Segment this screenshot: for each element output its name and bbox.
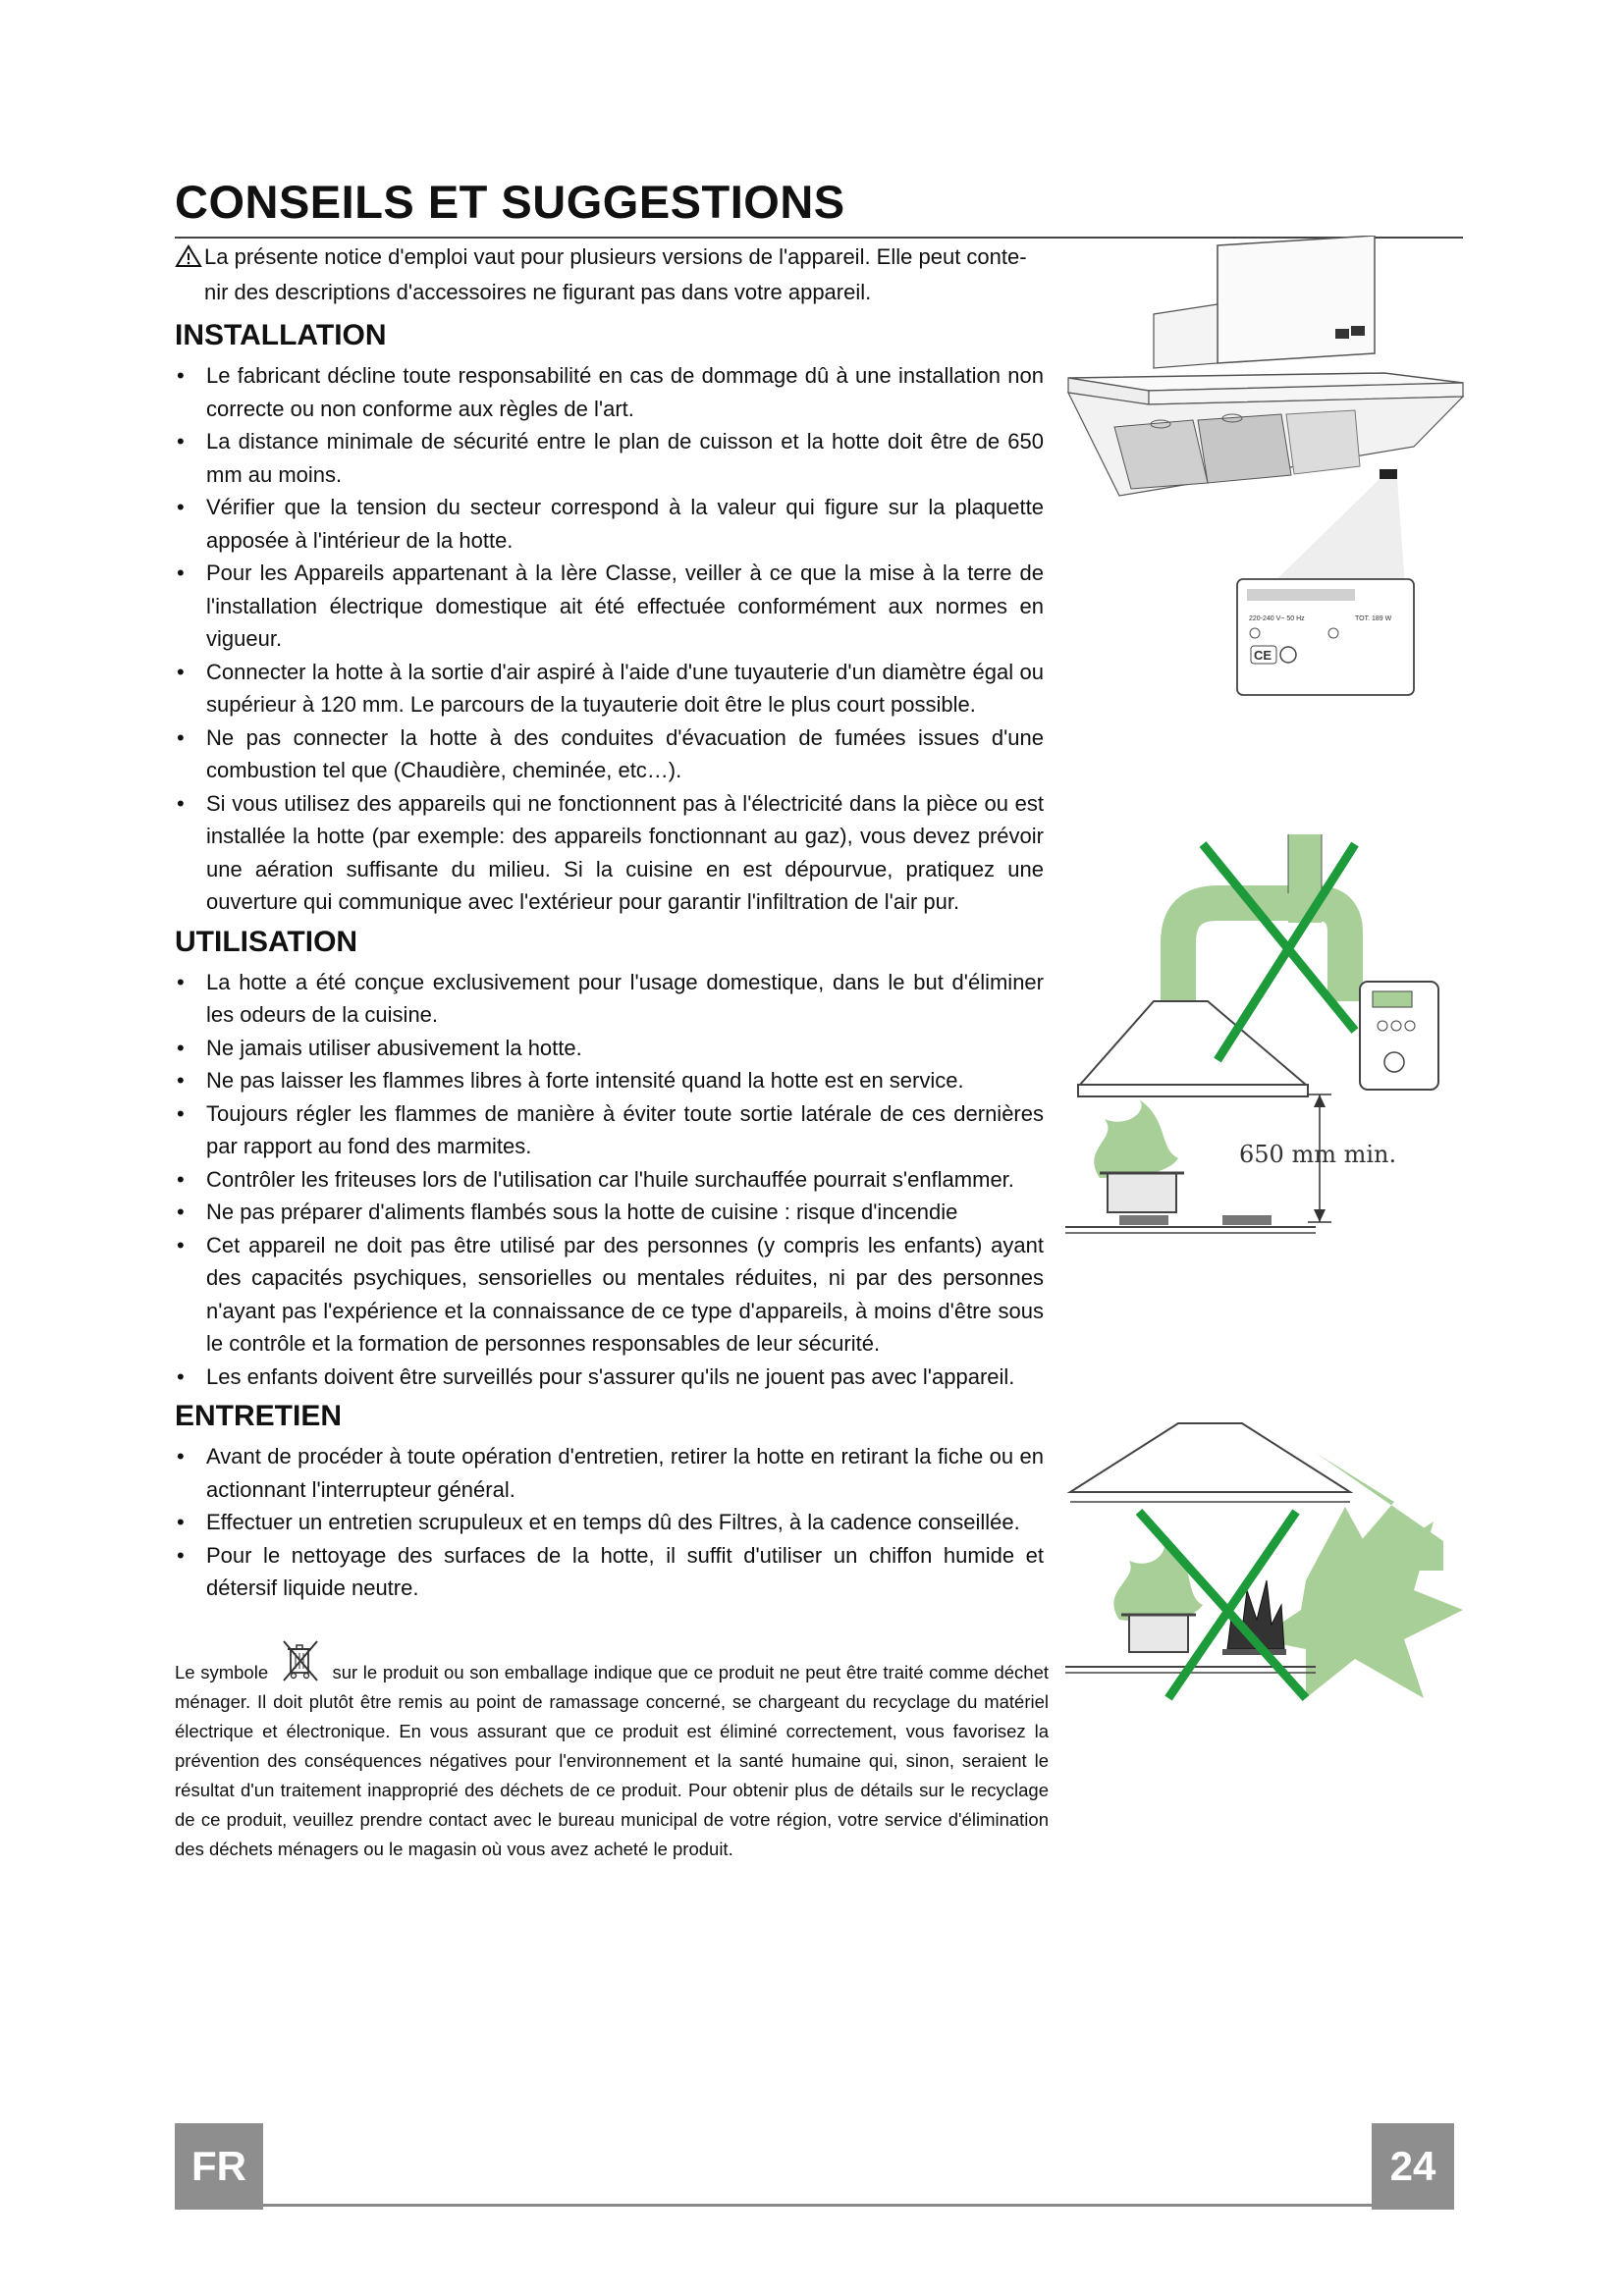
main-content — [175, 312, 1044, 1605]
list-item: • Contrôler les friteuses lors de l'utilisation car l'huile surchauffée pourrait s'enflammer. — [175, 1163, 1044, 1197]
list-item: • Les enfants doivent être surveillés pour s'assurer qu'ils ne jouent pas avec l'appareil. — [175, 1361, 1044, 1394]
list-item: • Toujours régler les flammes de manière à éviter toute sortie latérale de ces dernières par rapport au fond des marmites. — [175, 1097, 1044, 1163]
distance-label: 650 mm min. — [1239, 1141, 1397, 1168]
utilisation-list — [175, 966, 1044, 1394]
list-item: • Ne pas laisser les flammes libres à forte intensité quand la hotte est en service. — [175, 1064, 1044, 1097]
list-item: • Cet appareil ne doit pas être utilisé par des personnes (y compris les enfants) ayant des capacités psychiques, sensorielles ou mentales réduites, ni par des personnes n'ayant pas l'expérience et la connaissance de ce type d'appareils, à moins d'être sous le contrôle et la formation de personnes responsables de leur sécurité. — [175, 1229, 1044, 1361]
rating-plate-voltage: 220-240 V~ 50 Hz — [1249, 615, 1305, 622]
svg-text:CE: CE — [1254, 648, 1272, 663]
page-number: 24 — [1372, 2123, 1454, 2210]
weee-prefix: Le symbole — [175, 1662, 269, 1682]
list-item: • Ne jamais utiliser abusivement la hotte. — [175, 1032, 1044, 1065]
entretien-heading: ENTRETIEN — [175, 1400, 343, 1432]
weee-paragraph — [175, 1639, 1049, 1864]
installation-list — [175, 359, 1044, 919]
crossed-bin-icon — [278, 1639, 323, 1682]
list-item: • La distance minimale de sécurité entre le plan de cuisson et la hotte doit être de 650 mm au moins. — [175, 425, 1044, 491]
footer-rule — [175, 2204, 1451, 2207]
hood-rating-plate-illustration — [1060, 236, 1473, 726]
utilisation-heading: UTILISATION — [175, 925, 358, 958]
language-badge: FR — [175, 2123, 263, 2210]
rating-plate-power: TOT. 189 W — [1355, 615, 1392, 622]
list-item: • Le fabricant décline toute responsabilité en cas de dommage dû à une installation non correcte ou non conforme aux règles de l'art. — [175, 359, 1044, 425]
hood-distance-illustration — [1060, 834, 1473, 1247]
notice-line-2: nir des descriptions d'accessoires ne figurant pas dans votre appareil. — [204, 280, 872, 304]
list-item: • Ne pas préparer d'aliments flambés sous la hotte de cuisine : risque d'incendie — [175, 1196, 1044, 1229]
page-title: CONSEILS ET SUGGESTIONS — [175, 176, 845, 228]
warning-notice — [175, 241, 1049, 308]
list-item: • Pour les Appareils appartenant à la Ière Classe, veiller à ce que la mise à la terre de l'installation électrique domestique ait été effectuée conformément aux normes en vigueur. — [175, 557, 1044, 656]
list-item: • Si vous utilisez des appareils qui ne fonctionnent pas à l'électricité dans la pièce ou est installée la hotte (par exemple: des appareils fonctionnant au gaz), vous devez prévoir une aération suffisante du milieu. Si la cuisine en est dépourvue, pratiquez une ouverture qui communique avec l'extérieur pour garantir l'infiltration de l'air pur. — [175, 787, 1044, 919]
list-item: • Avant de procéder à toute opération d'entretien, retirer la hotte en retirant la fiche ou en actionnant l'interrupteur général. — [175, 1440, 1044, 1506]
notice-line-1: La présente notice d'emploi vaut pour plusieurs versions de l'appareil. Elle peut conte- — [204, 244, 1027, 269]
entretien-list — [175, 1440, 1044, 1605]
warning-triangle-icon — [175, 244, 204, 277]
list-item: • Ne pas connecter la hotte à des conduites d'évacuation de fumées issues d'une combustion tel que (Chaudière, cheminée, etc…). — [175, 721, 1044, 787]
list-item: • Connecter la hotte à la sortie d'air aspiré à l'aide d'une tuyauterie d'un diamètre égal ou supérieur à 120 mm. Le parcours de la tuyauterie doit être le plus court possible. — [175, 656, 1044, 721]
list-item: • La hotte a été conçue exclusivement pour l'usage domestique, dans le but d'éliminer les odeurs de la cuisine. — [175, 966, 1044, 1032]
installation-heading: INSTALLATION — [175, 319, 387, 351]
list-item: • Vérifier que la tension du secteur correspond à la valeur qui figure sur la plaquette apposée à l'intérieur de la hotte. — [175, 491, 1044, 557]
list-item: • Pour le nettoyage des surfaces de la hotte, il suffit d'utiliser un chiffon humide et détersif liquide neutre. — [175, 1539, 1044, 1605]
flambe-prohibited-illustration — [1060, 1414, 1473, 1708]
list-item: • Effectuer un entretien scrupuleux et en temps dû des Filtres, à la cadence conseillée. — [175, 1506, 1044, 1539]
weee-text: sur le produit ou son emballage indique que ce produit ne peut être traité comme déchet ménager. Il doit plutôt être remis au point de ramassage concerné, se chargeant du recyclage du matériel électrique et électronique. En vous assurant que ce produit est éliminé correctement, vous favorisez la prévention des conséquences négatives pour l'environnement et la santé humaine qui, sinon, seraient le résultat d'un traitement inapproprié des déchets de ce produit. Pour obtenir plus de détails sur le recyclage de ce produit, veuillez prendre contact avec le bureau municipal de votre région, votre service d'élimination des déchets ménagers ou le magasin où vous avez acheté le produit. — [175, 1662, 1050, 1859]
